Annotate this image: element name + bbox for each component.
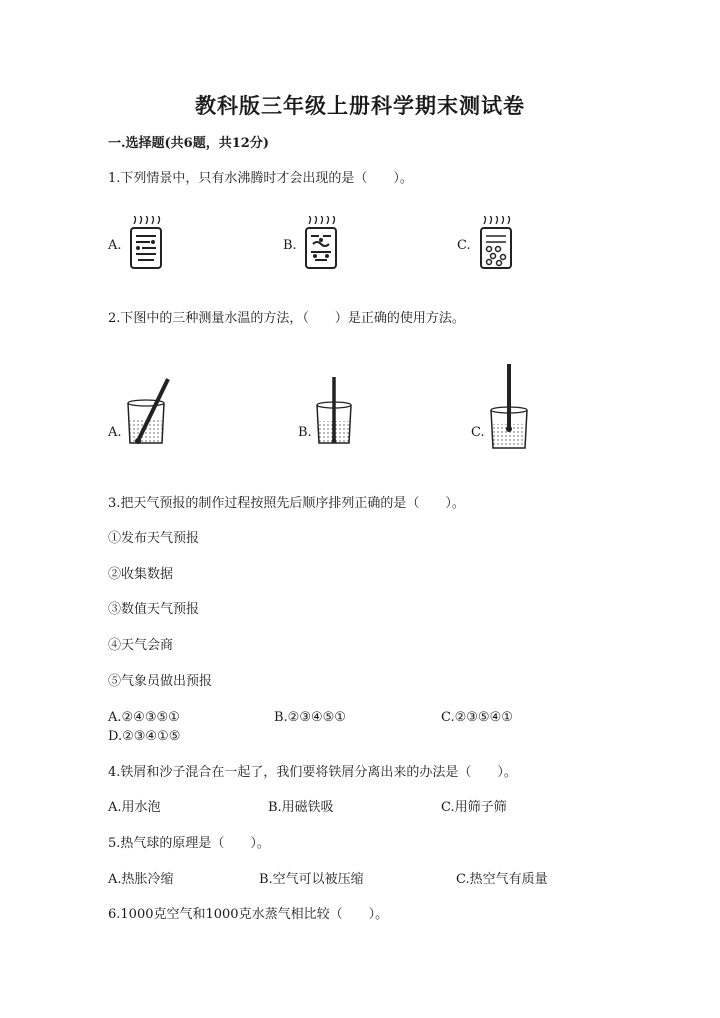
q3-step-3: ③数值天气预报	[108, 602, 200, 617]
q3-option-b: B.②③④⑤①	[274, 710, 346, 725]
q4-option-a: A.用水泡	[108, 800, 161, 815]
q1-beaker-a-figure	[126, 216, 166, 272]
q3-option-c: C.②③⑤④①	[441, 710, 513, 725]
question-4-stem: 4.铁屑和沙子混合在一起了，我们要将铁屑分离出来的办法是（ ）。	[108, 765, 517, 780]
q1-option-b-label: B.	[283, 238, 297, 253]
q4-option-b: B.用磁铁吸	[268, 800, 334, 815]
question-3-stem: 3.把天气预报的制作过程按照先后顺序排列正确的是（ ）。	[108, 496, 465, 511]
q3-step-4: ④天气会商	[108, 638, 174, 653]
section-heading: 一.选择题(共6题，共12分)	[108, 136, 269, 151]
q5-option-b: B.空气可以被压缩	[259, 872, 364, 887]
question-2-stem: 2.下图中的三种测量水温的方法，（ ）是正确的使用方法。	[108, 311, 465, 326]
q2-option-b-label: B.	[298, 425, 312, 440]
q2-cup-b-figure	[314, 375, 354, 447]
q2-cup-a-figure	[124, 375, 174, 447]
q3-option-d: D.②③④①⑤	[108, 729, 181, 744]
q2-cup-c-figure	[488, 362, 530, 452]
page-title: 教科版三年级上册科学期末测试卷	[195, 93, 525, 118]
q1-option-a-label: A.	[108, 238, 122, 253]
q3-step-1: ①发布天气预报	[108, 531, 200, 546]
q5-option-a: A.热胀冷缩	[108, 872, 174, 887]
q3-step-5: ⑤气象员做出预报	[108, 674, 213, 689]
question-1-stem: 1.下列情景中，只有水沸腾时才会出现的是（ ）。	[108, 171, 413, 186]
q5-option-c: C.热空气有质量	[456, 872, 548, 887]
q2-option-a-label: A.	[108, 425, 122, 440]
q1-beaker-b-figure	[301, 216, 341, 272]
q3-option-a: A.②④③⑤①	[108, 710, 180, 725]
q2-option-c-label: C.	[471, 425, 485, 440]
question-6-stem: 6.1000克空气和1000克水蒸气相比较（ ）。	[108, 907, 389, 922]
q3-step-2: ②收集数据	[108, 567, 174, 582]
q1-beaker-c-figure	[476, 216, 516, 272]
question-5-stem: 5.热气球的原理是（ ）。	[108, 836, 270, 851]
q1-option-c-label: C.	[457, 238, 471, 253]
q4-option-c: C.用筛子筛	[441, 800, 507, 815]
